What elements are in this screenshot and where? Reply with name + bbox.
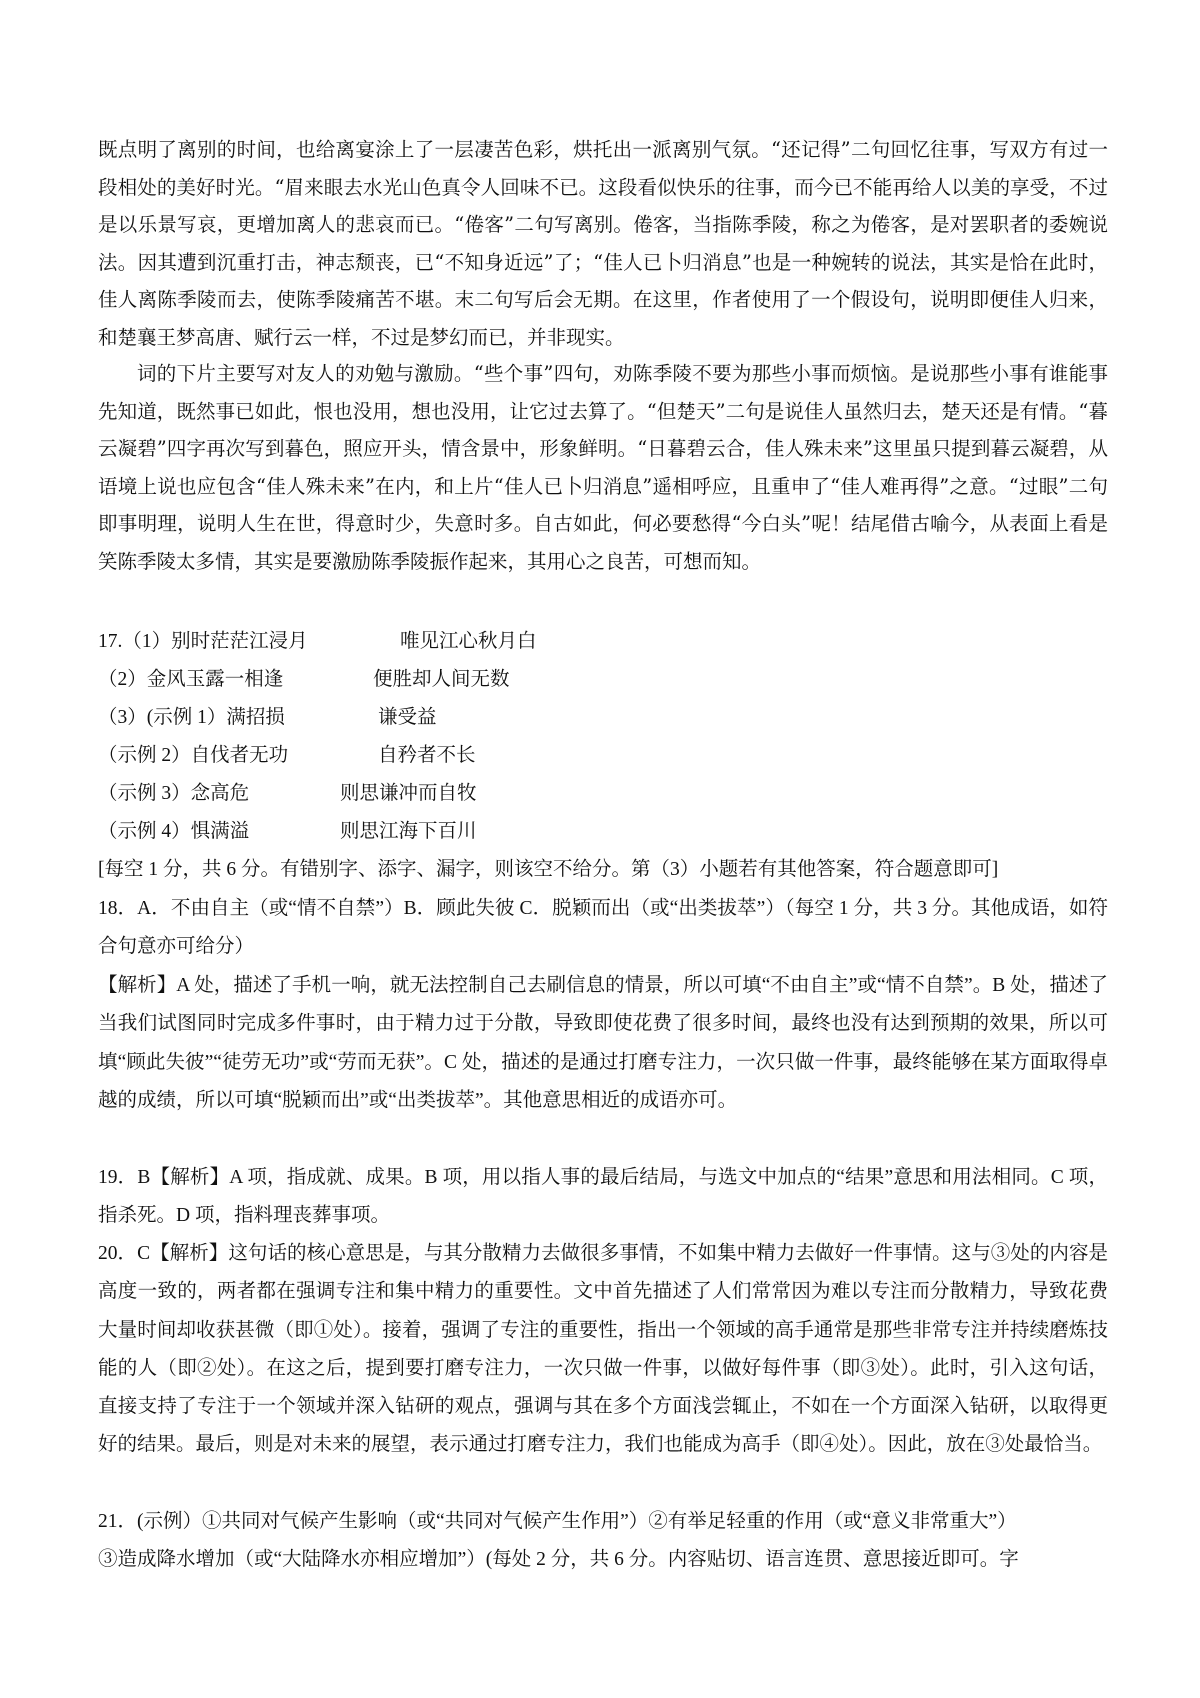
q17-row-2-first: （2）金风玉露一相逢 [98, 669, 284, 690]
q17-row-1-second: 唯见江心秋月白 [400, 631, 537, 652]
analysis-paragraph-1: 既点明了离别的时间，也给离宴涂上了一层凄苦色彩，烘托出一派离别气氛。“还记得”二句回忆往事，写双方有过一段相处的美好时光。“眉来眼去水光山色真令人回味不已。这段看似快乐的往事，而今已不能再给人以美的享受，不过是以乐景写哀，更增加离人的悲哀而已。“倦客”二句写离别。倦客，当指陈季陵，称之为倦客，是对罢职者的委婉说法。因其遭到沉重打击，神志颓丧，已“不知身近远”了；“佳人已卜归消息”也是一种婉转的说法，其实是恰在此时，佳人离陈季陵而去，使陈季陵痛苦不堪。末二句写后会无期。在这里，作者使用了一个假设句，说明即便佳人归来，和楚襄王梦高唐、赋行云一样，不过是梦幻而已，并非现实。 [98, 138, 1108, 349]
q17-row-5-first: （示例 3）念高危 [98, 783, 250, 804]
analysis-paragraph-2: 词的下片主要写对友人的劝勉与激励。“些个事”四句，劝陈季陵不要为那些小事而烦恼。是说那些小事有谁能事先知道，既然事已如此，恨也没用，想也没用，让它过去算了。“但楚天”二句是说佳人虽然归去，楚天还是有情。“暮云凝碧”四字再次写到暮色，照应开头，情含景中，形象鲜明。“日暮碧云合，佳人殊未来”这里虽只提到暮云凝碧，从语境上说也应包含“佳人殊未来”在内，和上片“佳人已卜归消息”遥相呼应，且重申了“佳人难再得”之意。“过眼”二句即事明理，说明人生在世，得意时少，失意时多。自古如此，何必要愁得“今白头”呢！结尾借古喻今，从表面上看是笑陈季陵太多情，其实是要激励陈季陵振作起来，其用心之良苦，可想而知。 [98, 362, 1108, 573]
q17-row-6-second: 则思江海下百川 [340, 821, 477, 842]
q17-row-1-first: 17.（1）别时茫茫江浸月 [98, 631, 308, 652]
q18-analysis: 【解析】A 处，描述了手机一响，就无法控制自己去刷信息的情景，所以可填“不由自主”或“情不自禁”。B 处，描述了当我们试图同时完成多件事时，由于精力过于分散，导致即使花费了很多时间，最终也没有达到预期的效果，所以可填“顾此失彼”“徒劳无功”或“劳而无获”。C 处，描述的是通过打磨专注力，一次只做一件事，最终能够在某方面取得卓越的成绩，所以可填“脱颖而出”或“出类拔萃”。其他意思相近的成语亦可。 [98, 975, 1108, 1111]
q17-row-2-second: 便胜却人间无数 [373, 669, 510, 690]
q17-row-3-second: 谦受益 [378, 707, 437, 728]
q21-answer-line-1: 21．(示例）①共同对气候产生影响（或“共同对气候产生作用”）②有举足轻重的作用（或“意义非常重大”） [98, 1511, 1017, 1532]
q19-answer: 19．B【解析】A 项，指成就、成果。B 项，用以指人事的最后结局，与选文中加点的“结果”意思和用法相同。C 项，指杀死。D 项，指料理丧葬事项。 [98, 1167, 1108, 1227]
q17-row-6-first: （示例 4）惧满溢 [98, 821, 250, 842]
q21-answer-line-2: ③造成降水增加（或“大陆降水亦相应增加”）(每处 2 分，共 6 分。内容贴切、语言连贯、意思接近即可。字 [98, 1549, 1019, 1570]
q18-answer: 18．A．不由自主（或“情不自禁”）B．顾此失彼 C．脱颖而出（或“出类拔萃”）（每空 1 分，共 3 分。其他成语，如符合句意亦可给分） [98, 898, 1108, 958]
q17-row-4-first: （示例 2）自伐者无功 [98, 745, 289, 766]
q17-row-5-second: 则思谦冲而自牧 [340, 783, 477, 804]
q17-scoring-note: [每空 1 分，共 6 分。有错别字、添字、漏字，则该空不给分。第（3）小题若有其他答案，符合题意即可] [98, 859, 999, 880]
q17-row-3-first: （3）(示例 1）满招损 [98, 707, 285, 728]
q20-answer: 20．C【解析】这句话的核心意思是，与其分散精力去做很多事情，不如集中精力去做好一件事情。这与③处的内容是高度一致的，两者都在强调专注和集中精力的重要性。文中首先描述了人们常常因为难以专注而分散精力，导致花费大量时间却收获甚微（即①处）。接着，强调了专注的重要性，指出一个领域的高手通常是那些非常专注并持续磨炼技能的人（即②处）。在这之后，提到要打磨专注力，一次只做一件事，以做好每件事（即③处）。此时，引入这句话，直接支持了专注于一个领域并深入钻研的观点，强调与其在多个方面浅尝辄止，不如在一个方面深入钻研，以取得更好的结果。最后，则是对未来的展望，表示通过打磨专注力，我们也能成为高手（即④处）。因此，放在③处最恰当。 [98, 1243, 1108, 1456]
q17-row-4-second: 自矜者不长 [378, 745, 476, 766]
